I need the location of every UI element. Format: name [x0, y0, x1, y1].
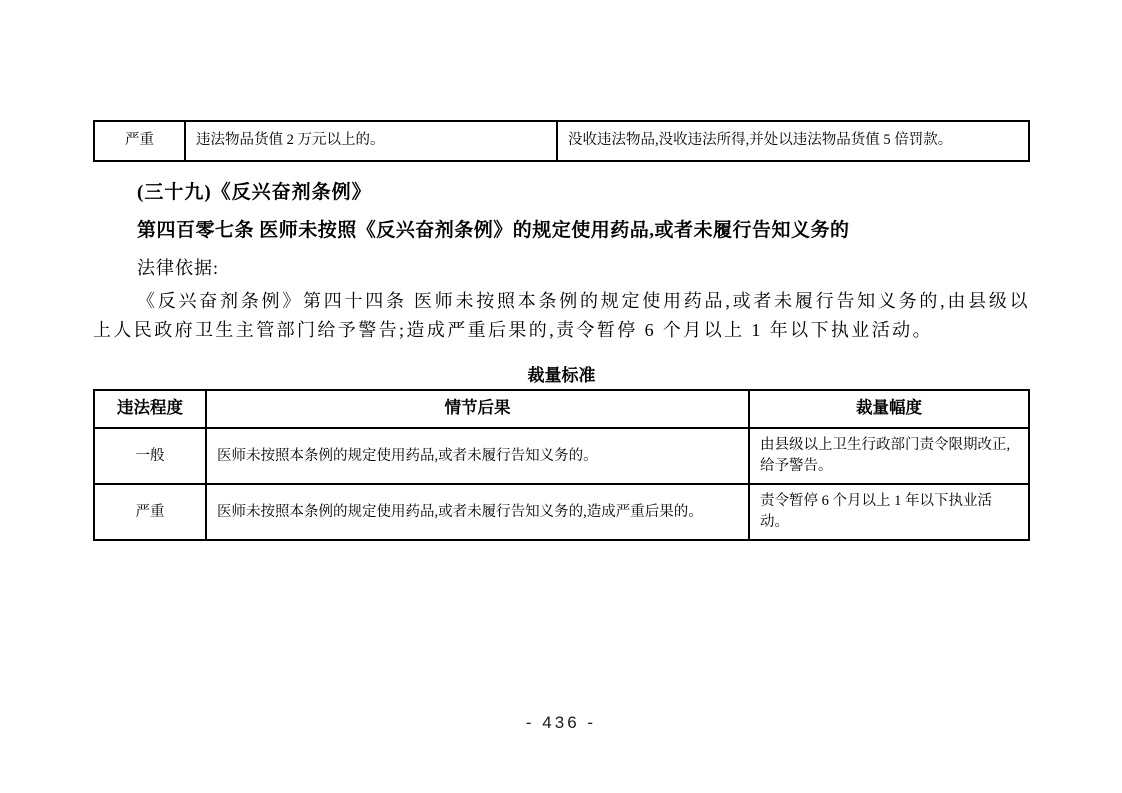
violation-level-cell: 严重: [94, 484, 206, 540]
violation-level-cell: 严重: [94, 121, 185, 161]
circumstance-cell: 医师未按照本条例的规定使用药品,或者未履行告知义务的,造成严重后果的。: [206, 484, 749, 540]
header-discretion-range: 裁量幅度: [749, 390, 1029, 428]
section-heading: (三十九)《反兴奋剂条例》: [137, 182, 372, 203]
table-row: [94, 428, 1029, 484]
penalty-range-cell: 由县级以上卫生行政部门责令限期改正,给予警告。: [749, 428, 1029, 484]
discretion-standard-table: [93, 389, 1030, 541]
table-row: [94, 484, 1029, 540]
header-circumstance: 情节后果: [206, 390, 749, 428]
legal-basis-label: 法律依据:: [137, 258, 220, 278]
standard-table-title: 裁量标准: [527, 366, 596, 385]
penalty-range-cell: 责令暂停 6 个月以上 1 年以下执业活动。: [749, 484, 1029, 540]
circumstance-cell: 医师未按照本条例的规定使用药品,或者未履行告知义务的。: [206, 428, 749, 484]
article-heading: 第四百零七条 医师未按照《反兴奋剂条例》的规定使用药品,或者未履行告知义务的: [137, 220, 850, 241]
table-row: [94, 121, 1029, 161]
header-violation-level: 违法程度: [94, 390, 206, 428]
circumstance-cell: 违法物品货值 2 万元以上的。: [185, 121, 557, 161]
continued-table: [93, 120, 1030, 162]
table-header-row: [94, 390, 1029, 428]
penalty-range-cell: 没收违法物品,没收违法所得,并处以违法物品货值 5 倍罚款。: [557, 121, 1029, 161]
page-content: [93, 120, 1030, 541]
page-number: - 436 -: [525, 713, 597, 732]
violation-level-cell: 一般: [94, 428, 206, 484]
legal-basis-paragraph: 《反兴奋剂条例》第四十四条 医师未按照本条例的规定使用药品,或者未履行告知义务的,由县级以上人民政府卫生主管部门给予警告;造成严重后果的,责令暂停 6 个月以上 1 年以下执业活动。: [93, 291, 1030, 340]
